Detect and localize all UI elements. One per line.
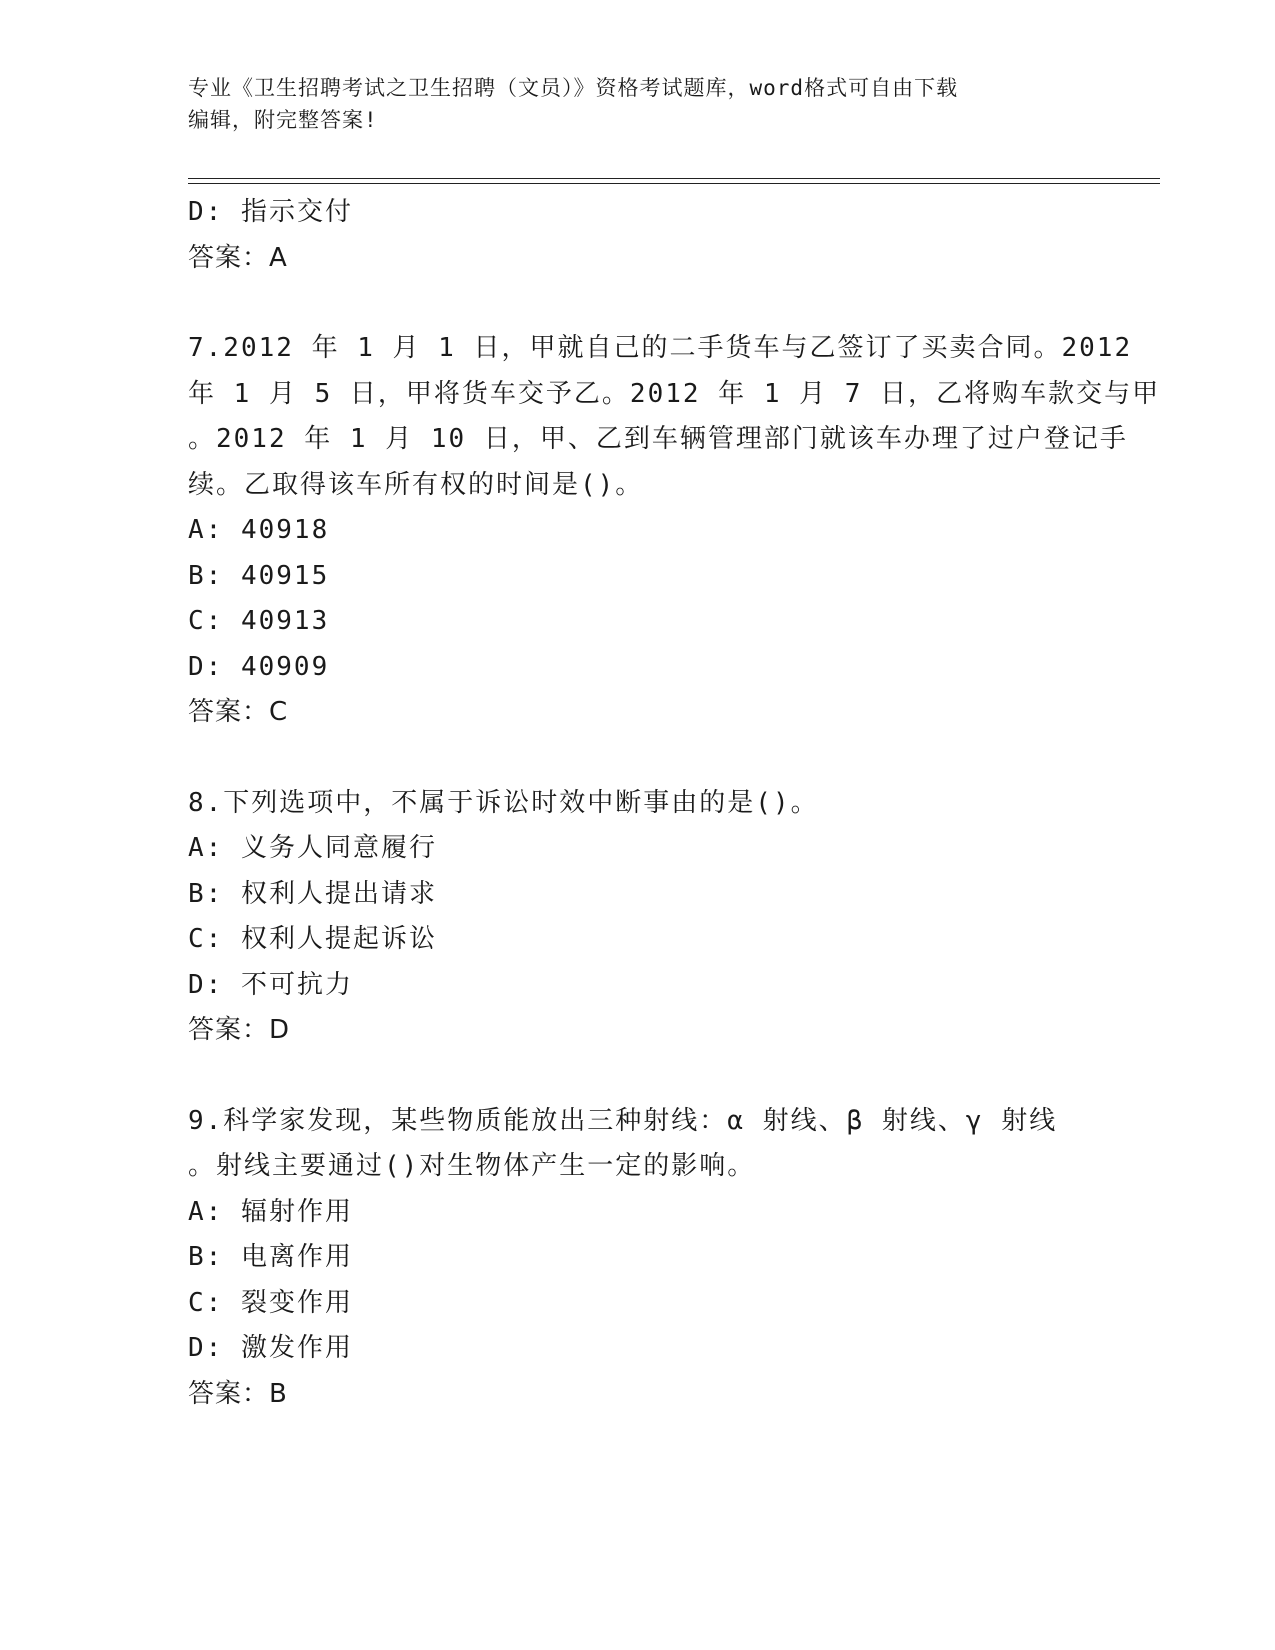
document-header — [188, 72, 1088, 136]
question-8 — [188, 781, 1088, 1054]
question-text-line: 续。乙取得该车所有权的时间是()。 — [188, 469, 644, 500]
option-c: C: 裂变作用 — [188, 1287, 353, 1318]
question-text-line: 。射线主要通过()对生物体产生一定的影响。 — [188, 1151, 756, 1181]
header-line-2: 编辑，附完整答案! — [188, 108, 378, 132]
option-b: B: 40915 — [188, 560, 330, 591]
option-a: A: 40918 — [188, 515, 330, 545]
option-d: D: 激发作用 — [188, 1333, 353, 1363]
question-text-line: 7.2012 年 1 月 1 日，甲就自己的二手货车与乙签订了买卖合同。2012 — [188, 333, 1133, 363]
question-text-line: 年 1 月 5 日，甲将货车交予乙。2012 年 1 月 7 日，乙将购车款交与甲 — [188, 378, 1161, 409]
question-text-line: 。2012 年 1 月 10 日，甲、乙到车辆管理部门就该车办理了过户登记手 — [188, 424, 1128, 454]
previous-question-tail — [188, 190, 1088, 281]
option-a: A: 辐射作用 — [188, 1196, 353, 1227]
answer: 答案：C — [188, 697, 289, 727]
option-d: D: 不可抗力 — [188, 969, 353, 1000]
document-body — [188, 190, 1161, 1417]
header-line-1: 专业《卫生招聘考试之卫生招聘（文员）》资格考试题库，word格式可自由下载 — [188, 76, 959, 100]
question-7 — [188, 326, 1161, 736]
option-c: C: 40913 — [188, 606, 330, 636]
option-d: D: 指示交付 — [188, 197, 353, 227]
option-d: D: 40909 — [188, 651, 330, 682]
question-text-line: 8.下列选项中，不属于诉讼时效中断事由的是()。 — [188, 787, 819, 818]
question-9 — [188, 1099, 1088, 1418]
option-b: B: 电离作用 — [188, 1242, 353, 1272]
option-c: C: 权利人提起诉讼 — [188, 924, 437, 954]
answer: 答案：A — [188, 242, 288, 273]
question-text-line: 9.科学家发现，某些物质能放出三种射线：α 射线、β 射线、γ 射线 — [188, 1105, 1058, 1136]
header-divider-bottom — [188, 183, 1160, 184]
header-divider-top — [188, 178, 1160, 179]
option-b: B: 权利人提出请求 — [188, 878, 437, 909]
option-a: A: 义务人同意履行 — [188, 833, 437, 863]
answer: 答案：B — [188, 1378, 288, 1409]
answer: 答案：D — [188, 1015, 291, 1045]
